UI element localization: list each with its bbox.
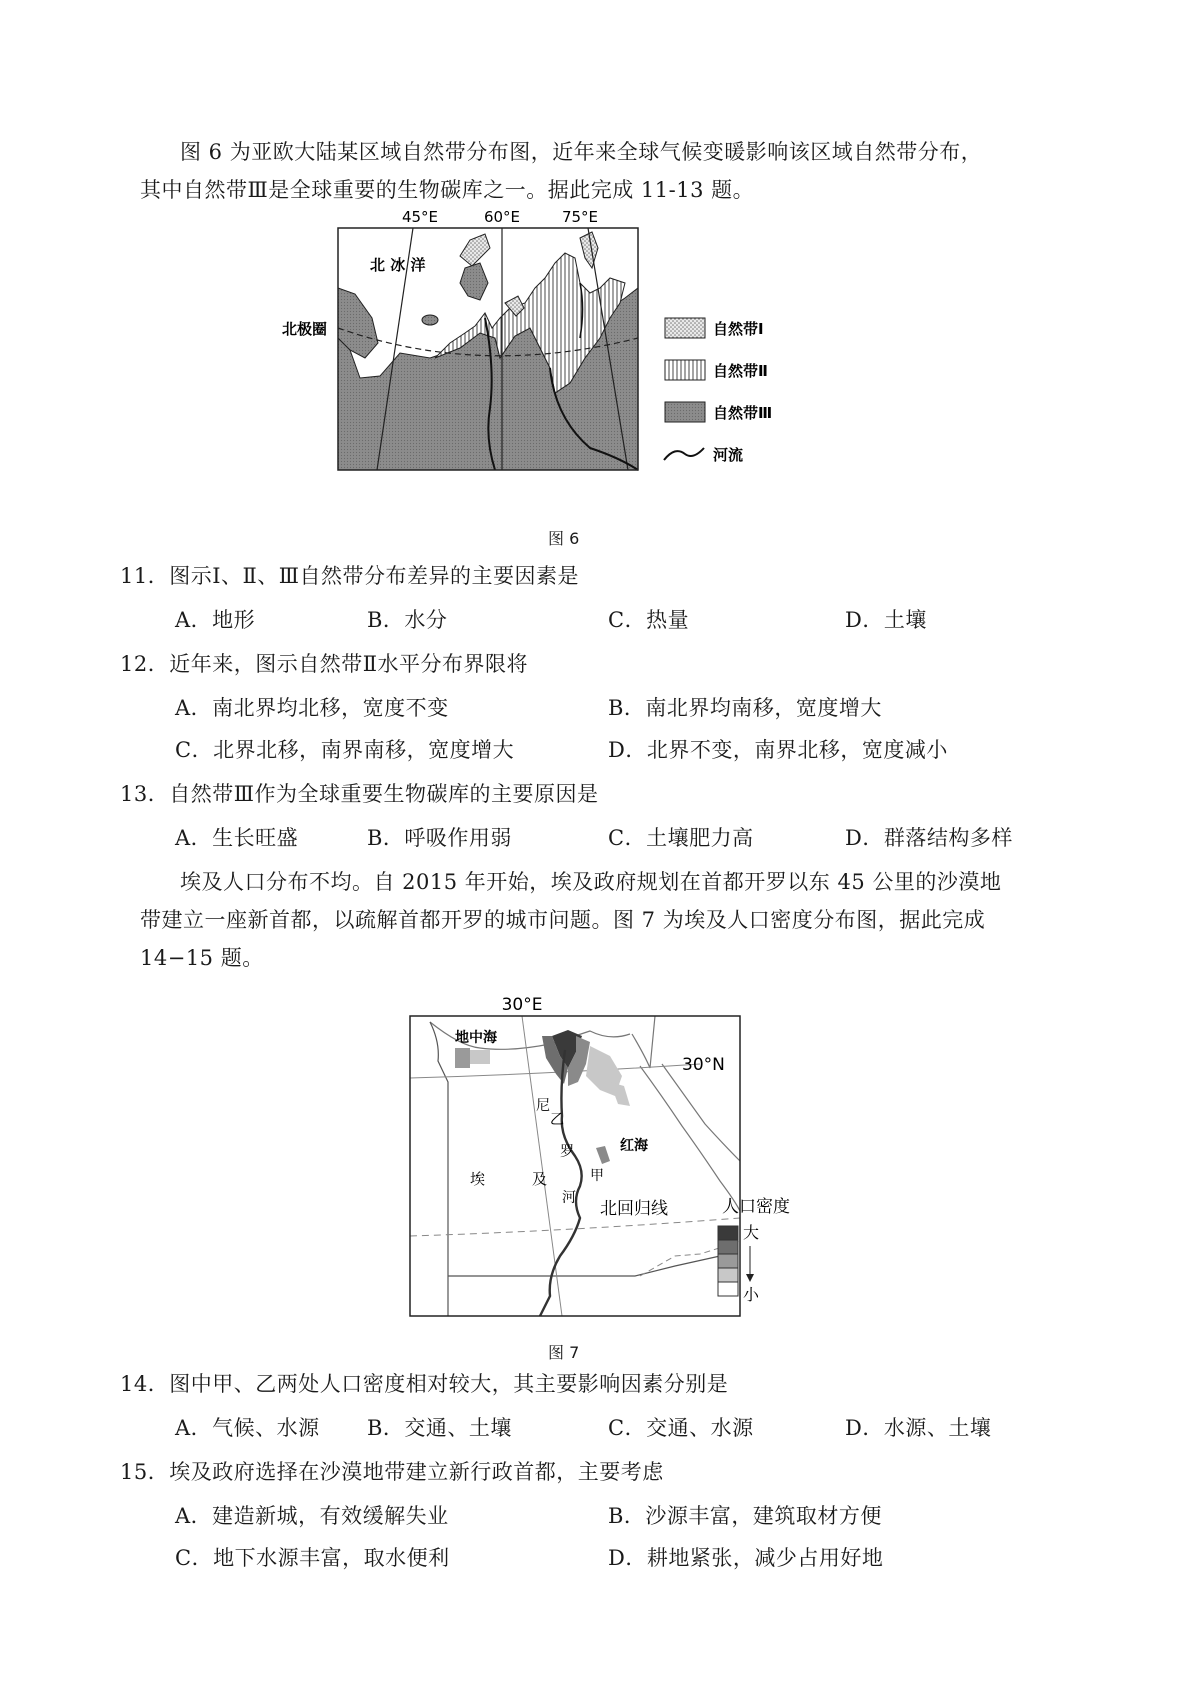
arctic-circle-label: 北极圈 [282, 320, 328, 338]
question-15-stem: 15．埃及政府选择在沙漠地带建立新行政首都，主要考虑 [120, 1460, 664, 1484]
q13-option-b: B．呼吸作用弱 [367, 826, 512, 850]
intro2-line2: 带建立一座新首都，以疏解首都开罗的城市问题。图 7 为埃及人口密度分布图，据此完成 [140, 908, 986, 932]
legend-swatch-1 [718, 1226, 738, 1240]
fig7-legend [718, 1197, 790, 1304]
legend-river: 河流 [713, 446, 744, 464]
question-11-stem: 11．图示Ⅰ、Ⅱ、Ⅲ自然带分布差异的主要因素是 [120, 564, 580, 588]
q12-option-d: D．北界不变，南界北移，宽度减小 [608, 738, 948, 762]
tropic-label: 北回归线 [600, 1199, 668, 1219]
q15-option-b: B．沙源丰富，建筑取材方便 [608, 1504, 882, 1528]
q13-option-c: C．土壤肥力高 [608, 826, 754, 850]
legend-zone-2: 自然带Ⅱ [713, 362, 768, 380]
figure-7-map [400, 986, 860, 1326]
legend-swatch-3 [718, 1254, 738, 1268]
q13-option-a: A．生长旺盛 [175, 826, 299, 850]
intro1-line2: 其中自然带Ⅲ是全球重要的生物碳库之一。据此完成 11-13 题。 [140, 178, 755, 202]
intro1-line1: 图 6 为亚欧大陆某区域自然带分布图，近年来全球气候变暖影响该区域自然带分布， [180, 140, 983, 164]
legend-low: 小 [743, 1285, 760, 1304]
question-12-stem: 12．近年来，图示自然带Ⅱ水平分布界限将 [120, 652, 528, 676]
fig6-legend [664, 318, 772, 464]
red-sea-label: 红海 [620, 1138, 648, 1154]
nile-label-2: 罗 [560, 1144, 574, 1160]
question-13-stem: 13．自然带Ⅲ作为全球重要生物碳库的主要原因是 [120, 782, 599, 806]
figure-7-caption: 图 7 [548, 1343, 580, 1362]
q15-option-d: D．耕地紧张，减少占用好地 [608, 1546, 884, 1570]
q14-option-c: C．交通、水源 [608, 1416, 754, 1440]
intro2-line1: 埃及人口分布不均。自 2015 年开始，埃及政府规划在首都开罗以东 45 公里的沙漠地 [180, 870, 1002, 894]
legend-river-symbol [664, 448, 704, 460]
q11-option-d: D．土壤 [845, 608, 927, 632]
q14-option-b: B．交通、土壤 [367, 1416, 512, 1440]
lon-label-60: 60°E [483, 208, 521, 226]
legend-zone-1: 自然带Ⅰ [713, 320, 764, 338]
legend-high: 大 [743, 1223, 760, 1242]
figure-6-map [280, 208, 860, 508]
legend-swatch-4 [718, 1268, 738, 1282]
q12-option-c: C．北界北移，南界南移，宽度增大 [175, 738, 515, 762]
figure-6-caption: 图 6 [548, 529, 580, 548]
q14-option-d: D．水源、土壤 [845, 1416, 992, 1440]
egypt-label-2: 及 [532, 1170, 548, 1188]
q15-option-c: C．地下水源丰富，取水便利 [175, 1546, 450, 1570]
legend-swatch-2 [718, 1240, 738, 1254]
island-small [422, 315, 438, 325]
mediterranean-label: 地中海 [455, 1030, 497, 1046]
density-west-coast-2 [470, 1050, 490, 1064]
q12-option-b: B．南北界均南移，宽度增大 [608, 696, 882, 720]
q11-option-a: A．地形 [175, 608, 256, 632]
ocean-label: 北 冰 洋 [370, 256, 426, 274]
lon-label-45: 45°E [401, 208, 439, 226]
legend-swatch-5 [718, 1282, 738, 1296]
nile-label-3: 河 [562, 1190, 576, 1206]
legend-title: 人口密度 [722, 1197, 790, 1217]
q11-option-b: B．水分 [367, 608, 448, 632]
q15-option-a: A．建造新城，有效缓解失业 [175, 1504, 449, 1528]
point-jia-label: 甲 [590, 1168, 604, 1184]
q14-option-a: A．气候、水源 [175, 1416, 320, 1440]
q11-option-c: C．热量 [608, 608, 690, 632]
lon-label-30e: 30°E [501, 995, 543, 1015]
lon-label-75: 75°E [561, 208, 599, 226]
egypt-label-1: 埃 [470, 1170, 486, 1188]
legend-arrow-head [746, 1274, 754, 1282]
q13-option-d: D．群落结构多样 [845, 826, 1013, 850]
legend-zone-3: 自然带Ⅲ [713, 404, 773, 422]
lat-label-30n: 30°N [682, 1055, 725, 1075]
nile-label-1: 尼 [536, 1098, 550, 1114]
q12-option-a: A．南北界均北移，宽度不变 [175, 696, 449, 720]
question-14-stem: 14．图中甲、乙两处人口密度相对较大，其主要影响因素分别是 [120, 1372, 729, 1396]
density-west-coast [455, 1048, 470, 1068]
intro2-line3: 14−15 题。 [140, 946, 264, 970]
point-yi-label: 乙 [550, 1112, 564, 1128]
